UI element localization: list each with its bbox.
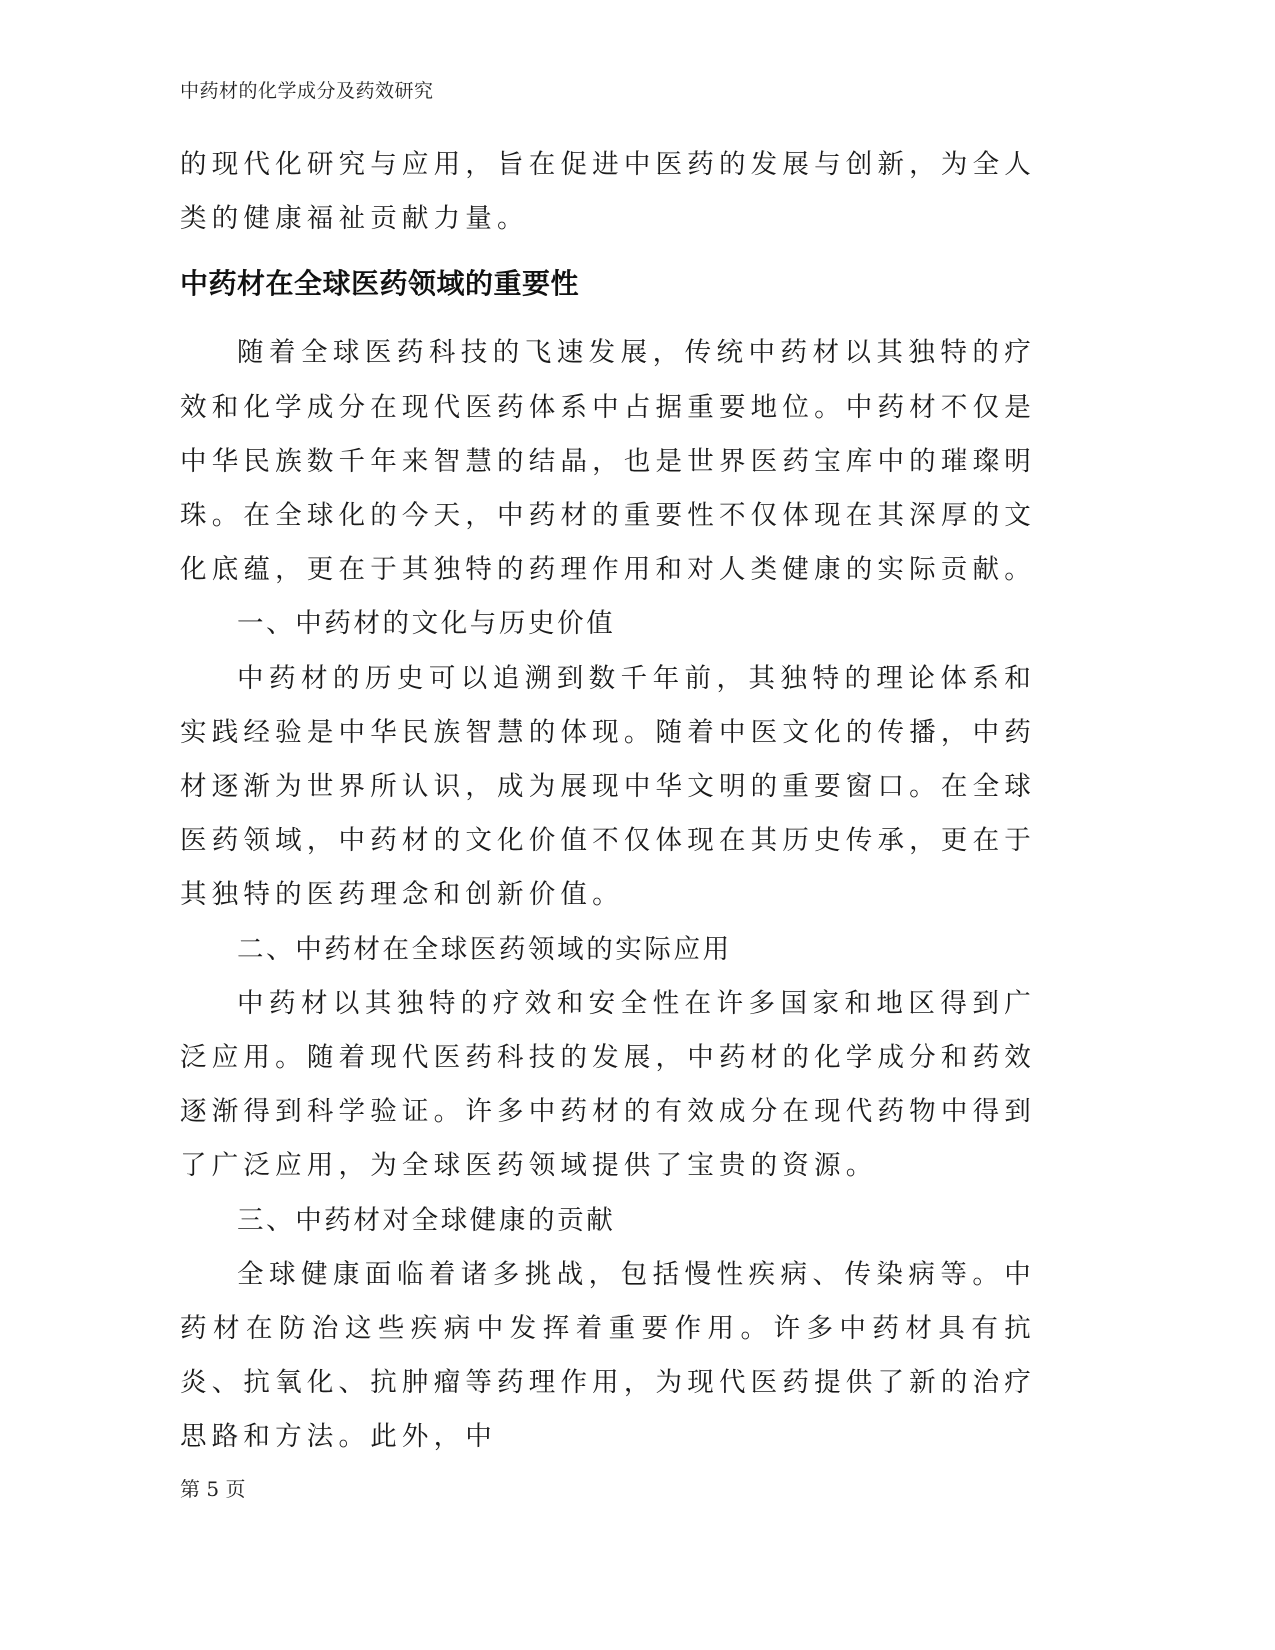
subsection-heading-2: 二、中药材在全球医药领域的实际应用 bbox=[237, 933, 732, 965]
carry-over-paragraph: 的现代化研究与应用，旨在促进中医药的发展与创新，为全人类的健康福祉贡献力量。 bbox=[180, 149, 1036, 235]
section-heading: 中药材在全球医药领域的重要性 bbox=[180, 267, 580, 301]
subsection-heading-1: 一、中药材的文化与历史价值 bbox=[237, 608, 616, 640]
subsection-paragraph-2: 中药材以其独特的疗效和安全性在许多国家和地区得到广泛应用。随着现代医药科技的发展，中药材的化学成分和药效逐渐得到科学验证。许多中药材的有效成分在现代药物中得到了广泛应用，为全球医药领域提供了宝贵的资源。 bbox=[180, 987, 1036, 1182]
page-number: 第 5 页 bbox=[180, 1477, 246, 1501]
subsection-paragraph-1: 中药材的历史可以追溯到数千年前，其独特的理论体系和实践经验是中华民族智慧的体现。随着中医文化的传播，中药材逐渐为世界所认识，成为展现中华文明的重要窗口。在全球医药领域，中药材的文化价值不仅体现在其历史传承，更在于其独特的医药理念和创新价值。 bbox=[180, 662, 1036, 911]
subsection-heading-3: 三、中药材对全球健康的贡献 bbox=[237, 1204, 616, 1236]
running-header: 中药材的化学成分及药效研究 bbox=[180, 80, 434, 102]
page-content bbox=[180, 138, 1036, 1465]
intro-paragraph: 随着全球医药科技的飞速发展，传统中药材以其独特的疗效和化学成分在现代医药体系中占据重要地位。中药材不仅是中华民族数千年来智慧的结晶，也是世界医药宝库中的璀璨明珠。在全球化的今天，中药材的重要性不仅体现在其深厚的文化底蕴，更在于其独特的药理作用和对人类健康的实际贡献。 bbox=[180, 337, 1036, 586]
subsection-paragraph-3: 全球健康面临着诸多挑战，包括慢性疾病、传染病等。中药材在防治这些疾病中发挥着重要作用。许多中药材具有抗炎、抗氧化、抗肿瘤等药理作用，为现代医药提供了新的治疗思路和方法。此外，中 bbox=[180, 1258, 1036, 1453]
